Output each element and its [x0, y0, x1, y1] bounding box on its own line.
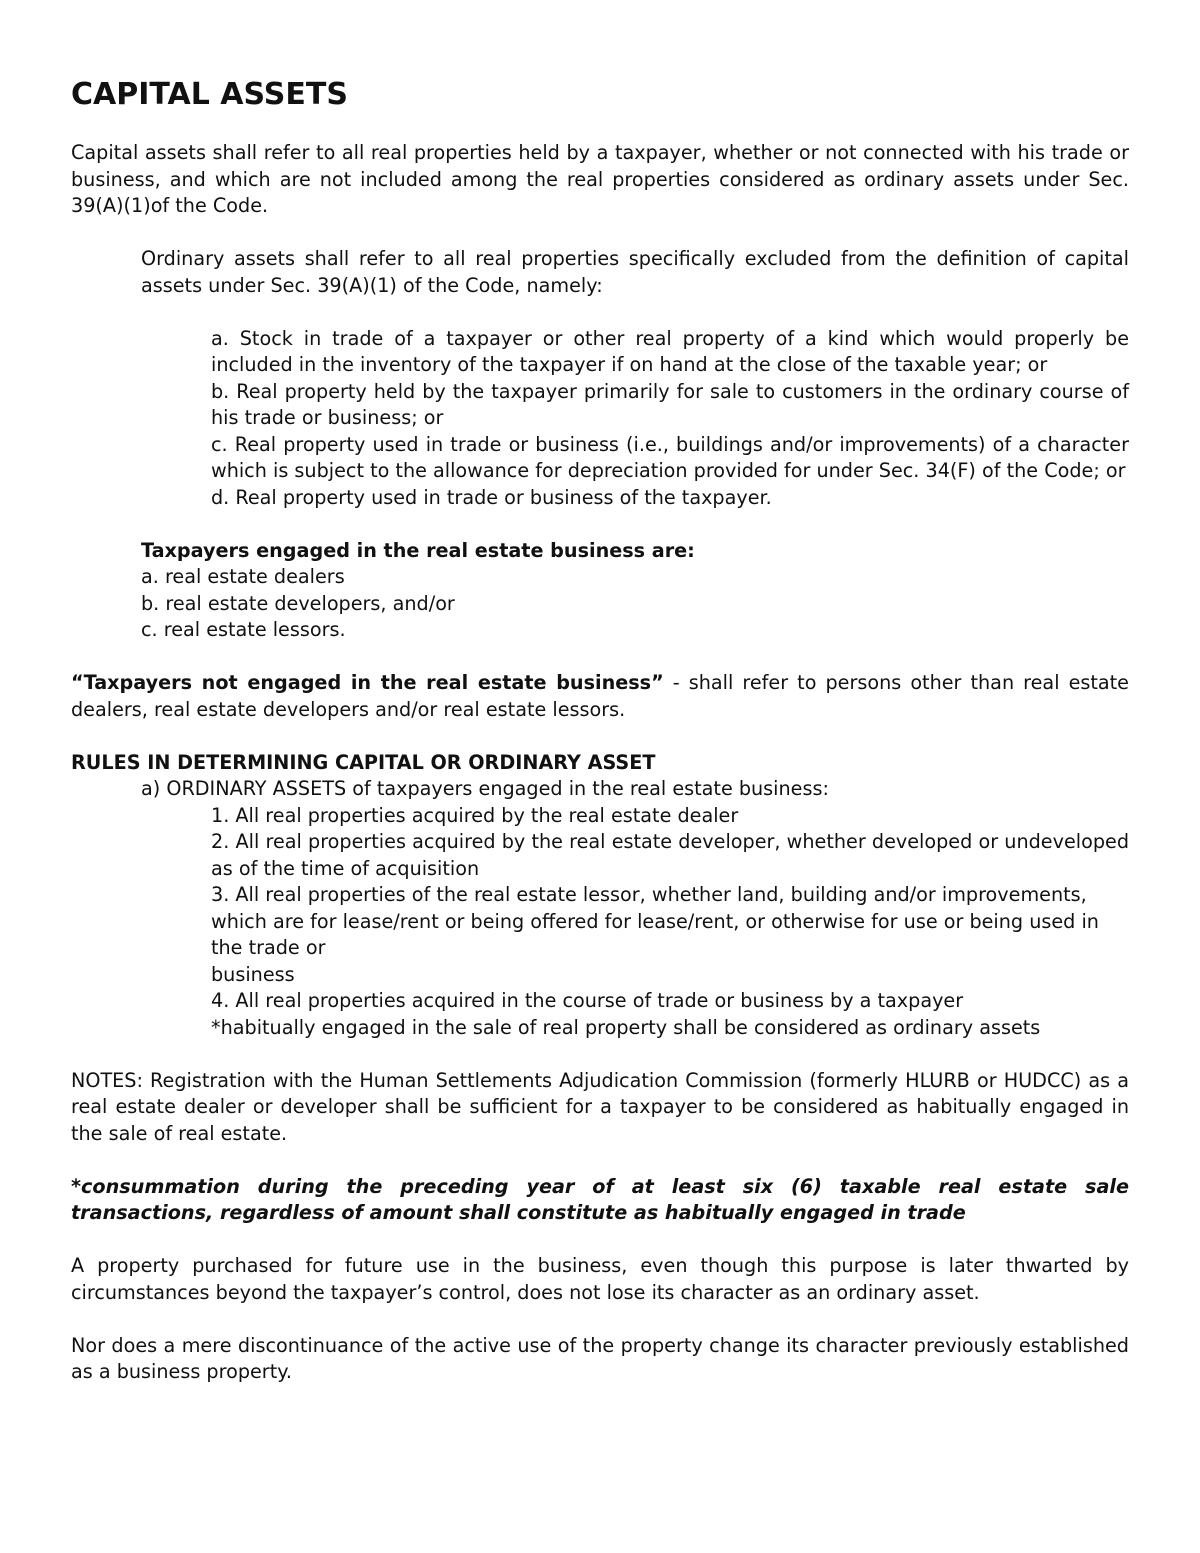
list-item: a. real estate dealers: [141, 565, 345, 588]
discontinuance-paragraph: Nor does a mere discontinuance of the active use of the property change its character previously established as a business property.: [71, 1333, 1129, 1383]
list-item: c. real estate lessors.: [141, 618, 346, 641]
rules-subheading: a) ORDINARY ASSETS of taxpayers engaged in the real estate business:: [141, 777, 829, 800]
rules-section: [71, 750, 1129, 1042]
page-title: CAPITAL ASSETS: [71, 77, 348, 112]
list-item: 1. All real properties acquired by the real estate dealer: [211, 803, 739, 827]
list-item: b. real estate developers, and/or: [141, 591, 455, 615]
rules-heading: RULES IN DETERMINING CAPITAL OR ORDINARY ASSET: [71, 750, 656, 774]
list-item: b. Real property held by the taxpayer primarily for sale to customers in the ordinary course of his trade or business; or: [211, 379, 1129, 429]
list-item: a. Stock in trade of a taxpayer or other real property of a kind which would properly be included in the inventory of the taxpayer if on hand at the close of the taxable year; or: [211, 326, 1129, 376]
rules-list: [211, 803, 1129, 1042]
engaged-taxpayers-section: [141, 538, 1129, 644]
ordinary-assets-list: [211, 326, 1129, 512]
engaged-heading: Taxpayers engaged in the real estate business are:: [141, 538, 695, 562]
list-item: *habitually engaged in the sale of real property shall be considered as ordinary assets: [211, 1015, 1041, 1039]
capital-assets-definition: Capital assets shall refer to all real properties held by a taxpayer, whether or not connected with his trade or business, and which are not included among the real properties considered as ordinary assets under Sec. 39(A)(1)of the Code.: [71, 141, 1129, 217]
list-item: 4. All real properties acquired in the course of trade or business by a taxpayer: [211, 989, 964, 1012]
list-item: d. Real property used in trade or business of the taxpayer.: [211, 485, 772, 509]
list-item: 2. All real properties acquired by the real estate developer, whether developed or undeveloped as of the time of acquisition: [211, 830, 1129, 880]
list-item: 3. All real properties of the real estate lessor, whether land, building and/or improvements, which are for lease/rent or being offered for lease/rent, or otherwise for use or being used in the trade or: [211, 883, 1099, 959]
list-item: c. Real property used in trade or business (i.e., buildings and/or improvements) of a character which is subject to the allowance for depreciation provided for under Sec. 34(F) of the Code; or: [211, 432, 1129, 482]
not-engaged-term: “Taxpayers not engaged in the real estate business”: [71, 671, 664, 694]
not-engaged-definition: [71, 670, 1129, 723]
ordinary-assets-definition: Ordinary assets shall refer to all real properties specifically excluded from the definition of capital assets under Sec. 39(A)(1) of the Code, namely:: [141, 247, 1129, 297]
not-engaged-text: - shall refer to persons other than real estate dealers, real estate developers and/or real estate lessors.: [71, 671, 1129, 721]
document-page: [71, 78, 1129, 1386]
list-item: business: [211, 962, 295, 986]
notes-paragraph: NOTES: Registration with the Human Settlements Adjudication Commission (formerly HLURB or HUDCC) as a real estate dealer or developer shall be sufficient for a taxpayer to be considered as habitually engaged in the sale of real estate.: [71, 1068, 1129, 1145]
consummation-note: *consummation during the preceding year of at least six (6) taxable real estate sale transactions, regardless of amount shall constitute as habitually engaged in trade: [71, 1174, 1129, 1224]
future-use-paragraph: A property purchased for future use in the business, even though this purpose is later thwarted by circumstances beyond the taxpayer’s control, does not lose its character as an ordinary asset.: [71, 1254, 1129, 1304]
